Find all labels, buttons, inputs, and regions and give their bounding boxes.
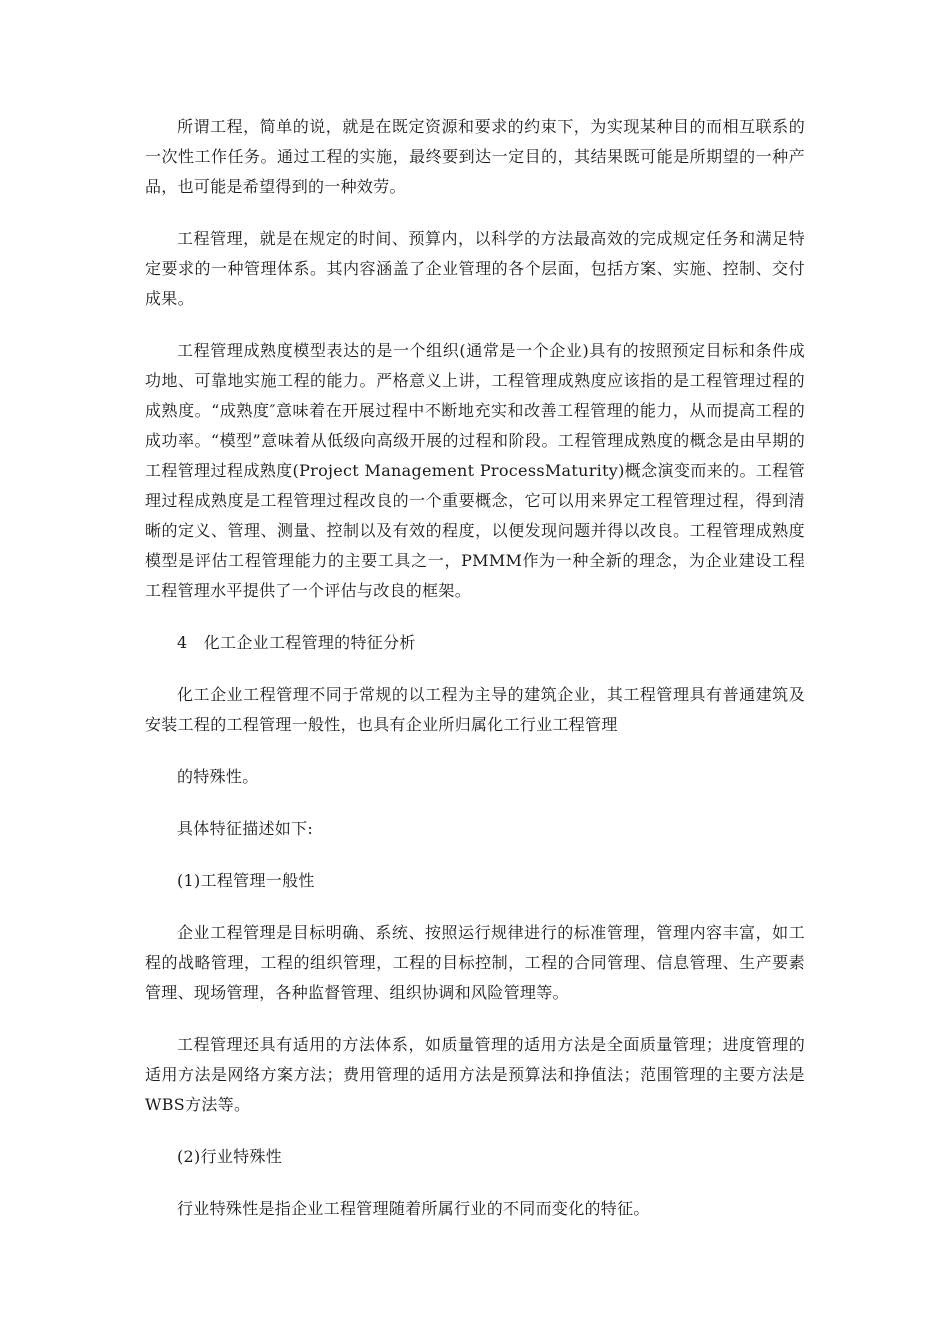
paragraph-chemical-enterprise: 化工企业工程管理不同于常规的以工程为主导的建筑企业，其工程管理具有普通建筑及安装工程的工程管理一般性，也具有企业所归属化工行业工程管理 bbox=[145, 685, 805, 734]
paragraph-engineering-definition: 所谓工程，简单的说，就是在既定资源和要求的约束下，为实现某种目的而相互联系的一次性工作任务。通过工程的实施，最终要到达一定目的，其结果既可能是所期望的一种产品，也可能是希望得到的一种效劳。 bbox=[145, 117, 805, 196]
subheading-generality: (1)工程管理一般性 bbox=[177, 871, 315, 890]
paragraph-method-system: 工程管理还具有适用的方法体系，如质量管理的适用方法是全面质量管理；进度管理的适用方法是网络方案方法；费用管理的适用方法是预算法和挣值法；范围管理的主要方法是WBS方法等。 bbox=[145, 1035, 805, 1114]
subheading-industry-particularity: (2)行业特殊性 bbox=[177, 1147, 283, 1166]
paragraph-industry-particularity: 行业特殊性是指企业工程管理随着所属行业的不同而变化的特征。 bbox=[177, 1199, 650, 1218]
paragraph-particularity: 的特殊性。 bbox=[177, 767, 259, 786]
paragraph-engineering-management: 工程管理，就是在规定的时间、预算内，以科学的方法最高效的完成规定任务和满足特定要求的一种管理体系。其内容涵盖了企业管理的各个层面，包括方案、实施、控制、交付成果。 bbox=[145, 229, 805, 308]
paragraph-generality-content: 企业工程管理是目标明确、系统、按照运行规律进行的标准管理，管理内容丰富，如工程的战略管理，工程的组织管理，工程的目标控制，工程的合同管理、信息管理、生产要素管理、现场管理，各种监督管理、组织协调和风险管理等。 bbox=[145, 923, 805, 1002]
document-page bbox=[145, 112, 805, 1246]
section-heading: 4 化工企业工程管理的特征分析 bbox=[177, 633, 416, 652]
paragraph-features-intro: 具体特征描述如下: bbox=[177, 819, 314, 838]
paragraph-maturity-model: 工程管理成熟度模型表达的是一个组织(通常是一个企业)具有的按照预定目标和条件成功地、可靠地实施工程的能力。严格意义上讲，工程管理成熟度应该指的是工程管理过程的成熟度。“成熟度″意味着在开展过程中不断地充实和改善工程管理的能力，从而提高工程的成功率。“模型”意味着从低级向高级开展的过程和阶段。工程管理成熟度的概念是由早期的工程管理过程成熟度(Project Management ProcessMaturity)概念演变而来的。工程管理过程成熟度是工程管理过程改良的一个重要概念，它可以用来界定工程管理过程，得到清晰的定义、管理、测量、控制以及有效的程度，以便发现问题并得以改良。工程管理成熟度模型是评估工程管理能力的主要工具之一，PMMM作为一种全新的理念，为企业建设工程工程管理水平提供了一个评估与改良的框架。 bbox=[145, 341, 805, 600]
